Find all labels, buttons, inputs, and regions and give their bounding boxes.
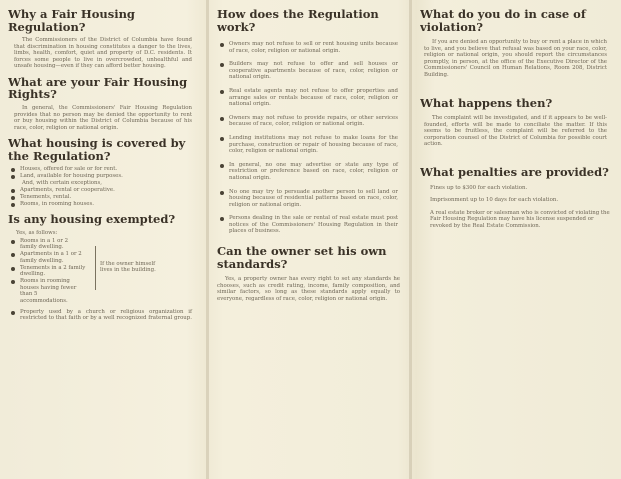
list-item: Persons dealing in the sale or rental of real estate must post notices of the Commissioners' Housing Regulation in their places of business.: [217, 215, 400, 235]
why-regulation-heading: Why a Fair Housing Regulation?: [8, 8, 135, 34]
list-item: Houses, offered for sale or for rent.: [8, 166, 198, 173]
rights-heading: What are your Fair Housing Rights?: [8, 74, 188, 102]
what-happens-text: The complaint will be investigated, and if it appears to be well-founded, efforts will be made to conciliate the matter. If this seems to be fruitless, the complaint will be referred to the corporation counsel of the District of Columbia for possible court action.: [424, 115, 607, 148]
list-item: Land, available for housing purposes.: [8, 173, 198, 180]
list-item: Rooms in rooming houses having fewer than 5 accommodations.: [8, 278, 86, 304]
how-works-heading: How does the Regulation work?: [217, 8, 379, 34]
fold-line-left: [206, 0, 209, 479]
what-happens-heading: What happens then?: [420, 95, 553, 110]
list-item: Lending institutions may not refuse to make loans for the purchase, construction or repair of housing because of race, color, religion or national origin.: [217, 135, 400, 155]
violation-text: If you are denied an opportunity to buy or rent a place in which to live, and you believe that refusal was based on your race, color, religion or national origin, you should report the circumstances promptly, in person, at the office of the Executive Director of the Commissioners' Council on Human Relations, Room 208, District Building.: [424, 39, 607, 78]
list-item: Tenements in a 2 family dwelling.: [8, 265, 86, 278]
exemptions-intro: Yes, as follows:: [16, 229, 58, 236]
list-item: Owners may not refuse to provide repairs, or other services because of race, color, religion or national origin.: [217, 115, 400, 128]
list-item: Rooms in a 1 or 2 family dwelling.: [8, 238, 86, 251]
list-item: Real estate agents may not refuse to offer properties and arrange sales or rentals because of race, color, religion or national origin.: [217, 88, 400, 108]
why-regulation-text: The Commissioners of the District of Columbia have found that discrimination in housing constitutes a danger to the lives, limbs, health, comfort, quiet and property of D.C. residents. It forces some people to live in overcrowded, unhealthful and unsafe housing—even if they can afford better housing.: [14, 37, 192, 70]
list-item: Rooms, in rooming houses.: [8, 201, 198, 208]
owner-standards-text: Yes, a property owner has every right to set any standards he chooses, such as credit rating, income, family composition, and similar factors, so long as these standards apply equally to everyone, regardless of race, color, religion or national origin.: [217, 276, 400, 302]
list-item: No one may try to persuade another person to sell land or housing because of residential patterns based on race, color, religion or national origin.: [217, 189, 400, 209]
exemptions-heading: Is any housing exempted?: [8, 212, 176, 227]
exemption-bracket: [92, 246, 96, 290]
list-item: Property used by a church or religious organization if restricted to that faith or by a well recognized fraternal group.: [8, 309, 198, 322]
exemptions-block: [8, 238, 198, 305]
list-item: Tenements, rental.: [8, 194, 198, 201]
coverage-subnote: And, with certain exceptions,: [22, 180, 102, 187]
column-right: [420, 8, 613, 475]
penalty-license: A real estate broker or salesman who is convicted of violating the Fair Housing Regulation may have his license suspended or revoked by the Real Estate Commission.: [430, 209, 610, 229]
exemptions-list-last: [8, 309, 198, 322]
coverage-list-cont: [8, 187, 198, 208]
list-item: Apartments in a 1 or 2 family dwelling.: [8, 251, 86, 264]
column-middle: [217, 8, 400, 475]
fold-line-right: [409, 0, 412, 479]
penalties-heading: What penalties are provided?: [420, 165, 609, 180]
violation-heading: What do you do in case of violation?: [420, 8, 586, 34]
list-item: Owners may not refuse to sell or rent housing units because of race, color, religion or national origin.: [217, 41, 400, 54]
owner-standards-heading: Can the owner set his own standards?: [217, 244, 387, 271]
how-works-list: [217, 41, 400, 235]
coverage-list: [8, 166, 198, 180]
list-item: Apartments, rental or cooperative.: [8, 187, 198, 194]
column-left: [8, 8, 198, 475]
penalty-fines: Fines up to $300 for each violation.: [430, 184, 528, 191]
penalty-imprisonment: Imprisonment up to 10 days for each violation.: [430, 197, 559, 204]
coverage-heading: What housing is covered by the Regulation?: [8, 136, 186, 163]
list-item: Builders may not refuse to offer and sell houses or cooperative apartments because of race, color, religion or national origin.: [217, 61, 400, 81]
list-item: In general, no one may advertise or state any type of restriction or preference based on race, color, religion or national origin.: [217, 162, 400, 182]
rights-text: In general, the Commissioners' Fair Housing Regulation provides that no person may be denied the opportunity to rent or buy housing within the District of Columbia because of his race, color, religion or national origin.: [14, 104, 192, 131]
owner-lives-note: If the owner himself lives in the building.: [100, 260, 156, 274]
